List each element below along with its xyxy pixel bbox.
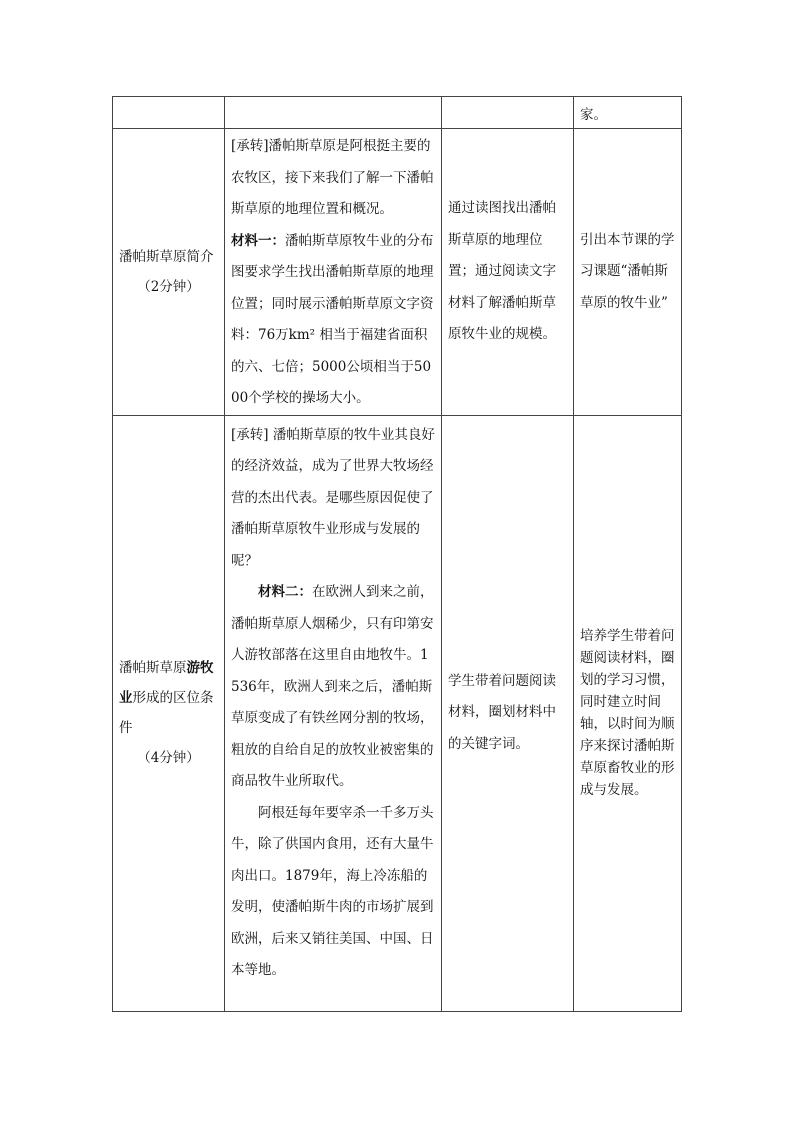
material-text: 潘帕斯草原牧牛业的分布图要求学生找出潘帕斯草原的地理位置；同时展示潘帕斯草原文字资料：76万km² 相当于福建省面积的六、七倍；5000公顷相当于5000个学校的操场大小。 xyxy=(231,232,434,406)
table-row-conditions xyxy=(113,415,682,1011)
design-intent-text: 培养学生带着问题阅读材料，圈划的学习习惯，同时建立时间轴，以时间为顺序来探讨潘帕斯草原畜牧业的形成与发展。 xyxy=(580,628,675,798)
teacher-transition: [承转] 潘帕斯草原的牧牛业其良好的经济效益，成为了世界大牧场经营的杰出代表。是哪些原因促使了潘帕斯草原牧牛业形成与发展的呢？ xyxy=(231,426,435,569)
cell-design-intent xyxy=(574,415,682,1011)
paragraph-three: 阿根廷每年要宰杀一千多万头牛，除了供国内食用，还有大量牛肉出口。1879年，海上冷冻船的发明，使潘帕斯牛肉的市场扩展到欧洲，后来又销往美国、中国、日本等地。 xyxy=(231,804,434,978)
teacher-transition: [承转]潘帕斯草原是阿根挺主要的农牧区，接下来我们了解一下潘帕斯草原的地理位置和概况。 xyxy=(231,138,434,217)
cell-design-intent-tail xyxy=(574,97,682,129)
cell-design-intent xyxy=(574,129,682,416)
design-intent-text: 引出本节课的学习课题“潘帕斯草原的牧牛业” xyxy=(580,231,675,311)
design-intent-tail-text: 家。 xyxy=(580,106,607,123)
section-title-part-b: 形成的区位条件 xyxy=(119,690,214,736)
material-label: 材料一： xyxy=(231,232,285,249)
cell-teacher-activity xyxy=(225,129,442,416)
student-activity-text: 通过读图找出潘帕斯草原的地理位置；通过阅读文字材料了解潘帕斯草原牧牛业的规模。 xyxy=(448,200,556,342)
cell-section-conditions xyxy=(113,415,225,1011)
material-paragraph xyxy=(231,577,435,798)
cell-section-intro xyxy=(113,129,225,416)
cell-empty xyxy=(442,97,574,129)
section-title-bold: 游牧业 xyxy=(119,660,214,706)
section-time: （4分钟） xyxy=(137,750,200,766)
cell-student-activity xyxy=(442,415,574,1011)
cell-empty xyxy=(113,97,225,129)
table-row-intro xyxy=(113,129,682,416)
section-time: （2分钟） xyxy=(137,278,200,295)
cell-teacher-activity xyxy=(225,415,442,1011)
cell-empty xyxy=(225,97,442,129)
lesson-plan-table xyxy=(112,96,682,1012)
section-title: 潘帕斯草原简介 xyxy=(119,248,214,265)
material-text: 在欧洲人到来之前，潘帕斯草原人烟稀少，只有印第安人游牧部落在这里自由地牧牛。1536年，欧洲人到来之后，潘帕斯草原变成了有铁丝网分割的牧场，粗放的自给自足的放牧业被密集的商品牧牛业所取代。 xyxy=(231,584,434,789)
student-activity-text: 学生带着问题阅读材料，圈划材料中的关键字词。 xyxy=(448,672,556,752)
section-title-part-a: 潘帕斯草原 xyxy=(119,660,187,676)
cell-student-activity xyxy=(442,129,574,416)
material-label: 材料二： xyxy=(258,584,312,600)
table-row-continuation xyxy=(113,97,682,129)
